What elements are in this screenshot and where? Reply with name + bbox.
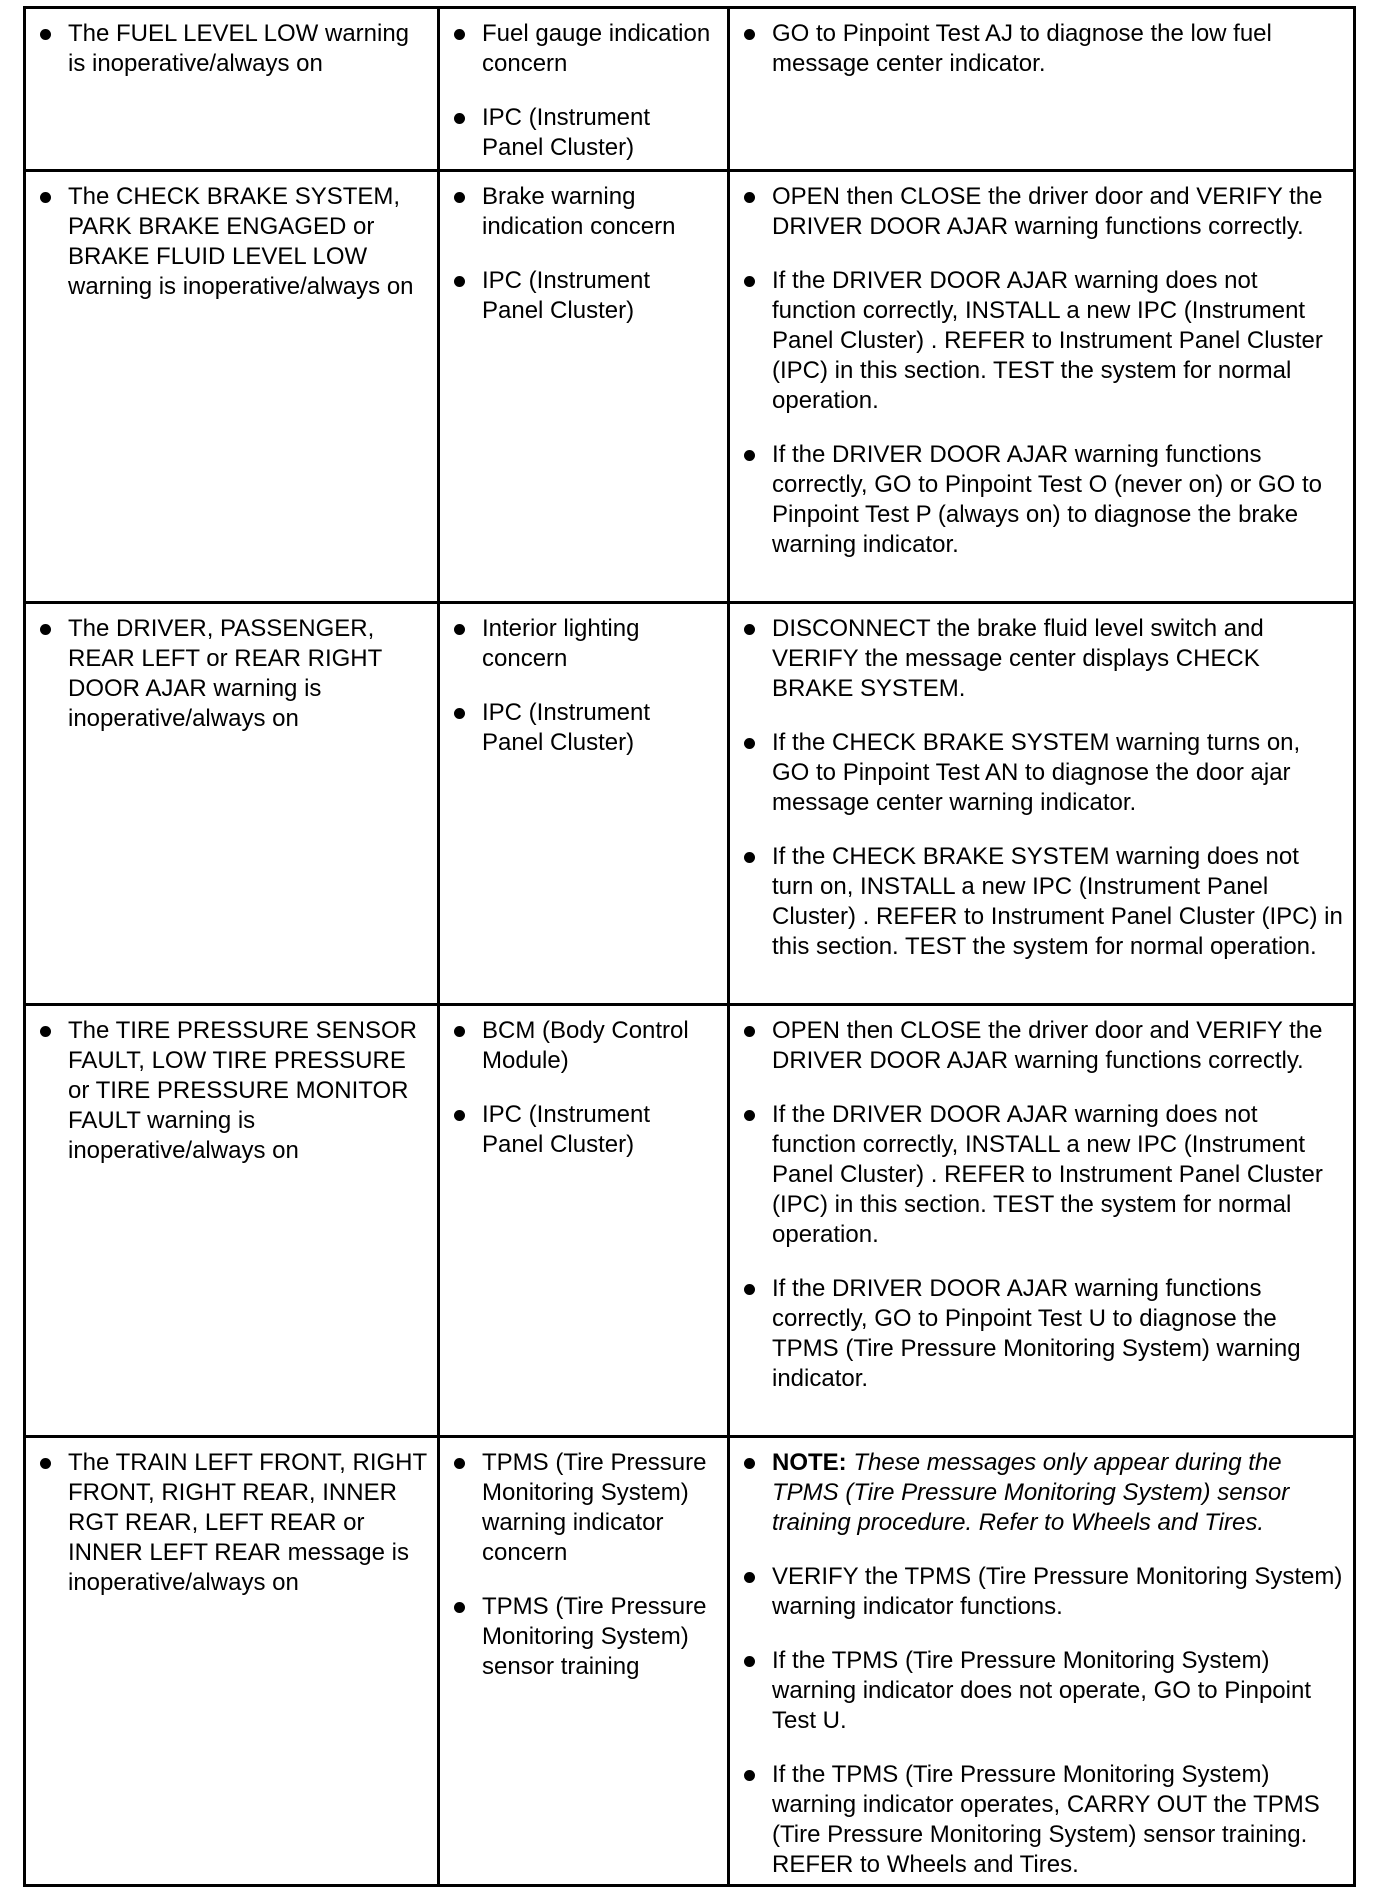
condition-cell <box>25 603 439 1005</box>
note-item <box>740 1448 1343 1538</box>
possible-source-cell <box>439 1437 729 1886</box>
possible-source-item: IPC (Instrument Panel Cluster) <box>450 103 717 163</box>
condition-text: The FUEL LEVEL LOW warning is inoperative/always on <box>36 19 427 79</box>
condition-text: The CHECK BRAKE SYSTEM, PARK BRAKE ENGAGED or BRAKE FLUID LEVEL LOW warning is inoperative/always on <box>36 182 427 302</box>
table-row <box>25 603 1355 1005</box>
action-item: If the DRIVER DOOR AJAR warning functions correctly, GO to Pinpoint Test O (never on) or GO to Pinpoint Test P (always on) to diagnose the brake warning indicator. <box>740 440 1343 560</box>
table-row <box>25 1437 1355 1886</box>
action-item: If the CHECK BRAKE SYSTEM warning turns on, GO to Pinpoint Test AN to diagnose the door ajar message center warning indicator. <box>740 728 1343 818</box>
condition-cell <box>25 8 439 171</box>
action-item: OPEN then CLOSE the driver door and VERIFY the DRIVER DOOR AJAR warning functions correctly. <box>740 182 1343 242</box>
condition-text: The TRAIN LEFT FRONT, RIGHT FRONT, RIGHT REAR, INNER RGT REAR, LEFT REAR or INNER LEFT REAR message is inoperative/always on <box>36 1448 427 1598</box>
condition-cell <box>25 1005 439 1437</box>
action-item: VERIFY the TPMS (Tire Pressure Monitoring System) warning indicator functions. <box>740 1562 1343 1622</box>
action-item: DISCONNECT the brake fluid level switch and VERIFY the message center displays CHECK BRAKE SYSTEM. <box>740 614 1343 704</box>
note-label: NOTE: <box>772 1449 847 1476</box>
possible-source-item: Fuel gauge indication concern <box>450 19 717 79</box>
condition-cell <box>25 171 439 603</box>
note-text: These messages only appear during the TPMS (Tire Pressure Monitoring System) sensor training procedure. Refer to Wheels and Tires. <box>772 1449 1290 1536</box>
action-item: If the TPMS (Tire Pressure Monitoring System) warning indicator does not operate, GO to Pinpoint Test U. <box>740 1646 1343 1736</box>
action-cell <box>729 171 1355 603</box>
action-cell <box>729 8 1355 171</box>
action-item: If the DRIVER DOOR AJAR warning does not function correctly, INSTALL a new IPC (Instrument Panel Cluster) . REFER to Instrument Panel Cluster (IPC) in this section. TEST the system for normal operation. <box>740 1100 1343 1250</box>
condition-cell <box>25 1437 439 1886</box>
possible-source-cell <box>439 603 729 1005</box>
action-item: If the CHECK BRAKE SYSTEM warning does not turn on, INSTALL a new IPC (Instrument Panel Cluster) . REFER to Instrument Panel Cluster (IPC) in this section. TEST the system for normal operation. <box>740 842 1343 962</box>
possible-source-item: BCM (Body Control Module) <box>450 1016 717 1076</box>
possible-source-cell <box>439 171 729 603</box>
table-row <box>25 171 1355 603</box>
action-item: OPEN then CLOSE the driver door and VERIFY the DRIVER DOOR AJAR warning functions correctly. <box>740 1016 1343 1076</box>
possible-source-item: TPMS (Tire Pressure Monitoring System) warning indicator concern <box>450 1448 717 1568</box>
action-cell <box>729 603 1355 1005</box>
possible-source-item: TPMS (Tire Pressure Monitoring System) sensor training <box>450 1592 717 1682</box>
condition-text: The DRIVER, PASSENGER, REAR LEFT or REAR RIGHT DOOR AJAR warning is inoperative/always on <box>36 614 427 734</box>
action-item: If the DRIVER DOOR AJAR warning functions correctly, GO to Pinpoint Test U to diagnose the TPMS (Tire Pressure Monitoring System) warning indicator. <box>740 1274 1343 1394</box>
action-cell <box>729 1005 1355 1437</box>
condition-text: The TIRE PRESSURE SENSOR FAULT, LOW TIRE PRESSURE or TIRE PRESSURE MONITOR FAULT warning is inoperative/always on <box>36 1016 427 1166</box>
action-item: If the TPMS (Tire Pressure Monitoring System) warning indicator operates, CARRY OUT the TPMS (Tire Pressure Monitoring System) sensor training. REFER to Wheels and Tires. <box>740 1760 1343 1880</box>
table-row <box>25 1005 1355 1437</box>
possible-source-item: IPC (Instrument Panel Cluster) <box>450 266 717 326</box>
possible-source-cell <box>439 8 729 171</box>
symptom-chart-table <box>23 6 1356 1887</box>
possible-source-item: Brake warning indication concern <box>450 182 717 242</box>
possible-source-item: Interior lighting concern <box>450 614 717 674</box>
possible-source-cell <box>439 1005 729 1437</box>
table-row <box>25 8 1355 171</box>
action-item: If the DRIVER DOOR AJAR warning does not function correctly, INSTALL a new IPC (Instrument Panel Cluster) . REFER to Instrument Panel Cluster (IPC) in this section. TEST the system for normal operation. <box>740 266 1343 416</box>
possible-source-item: IPC (Instrument Panel Cluster) <box>450 1100 717 1160</box>
diagnostic-table-page <box>23 6 1353 1878</box>
possible-source-item: IPC (Instrument Panel Cluster) <box>450 698 717 758</box>
action-item: GO to Pinpoint Test AJ to diagnose the low fuel message center indicator. <box>740 19 1343 79</box>
action-cell <box>729 1437 1355 1886</box>
